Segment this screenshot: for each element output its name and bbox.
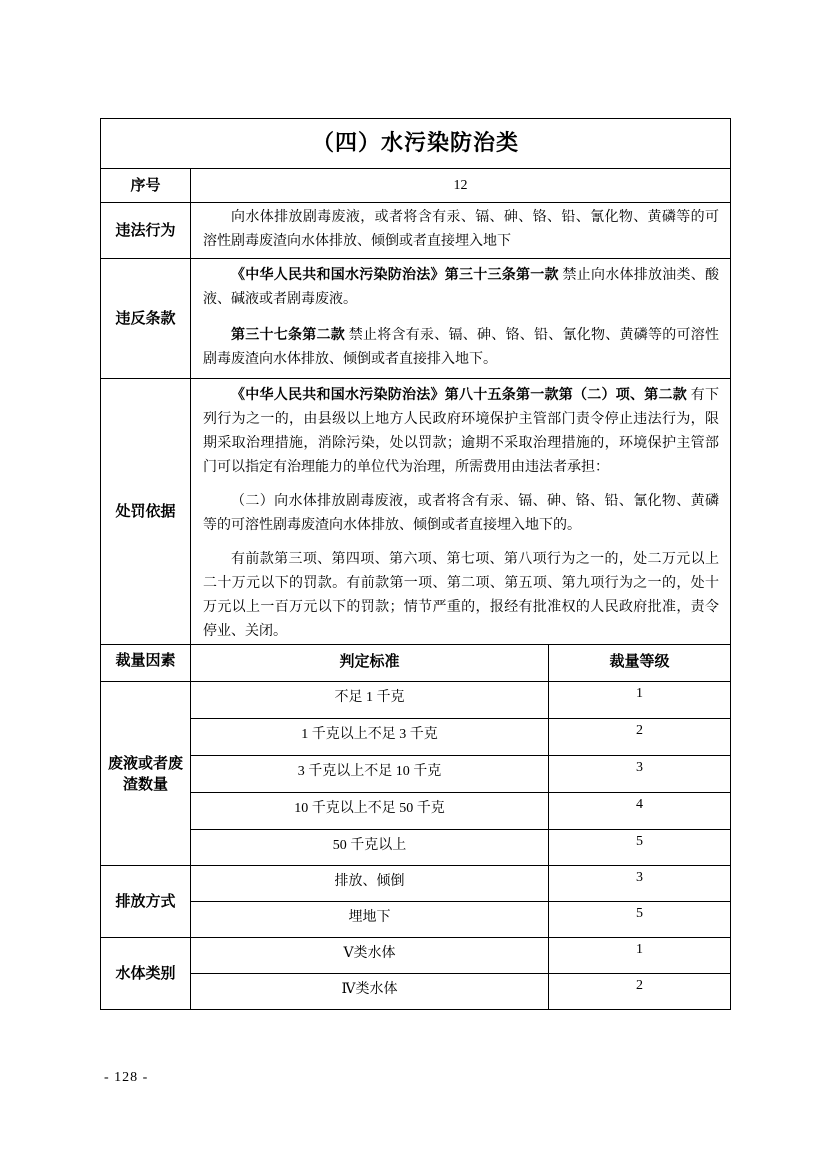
table-row bbox=[101, 719, 731, 756]
standard-cell: Ⅳ类水体 bbox=[191, 974, 549, 1010]
standard-cell: 不足 1 千克 bbox=[191, 682, 549, 719]
penalty-basis-label: 处罚依据 bbox=[101, 379, 191, 645]
level-cell: 1 bbox=[549, 682, 731, 719]
factor-water-body-label: 水体类别 bbox=[101, 938, 191, 1010]
illegal-act-cell bbox=[191, 203, 731, 259]
table-row bbox=[101, 938, 731, 974]
level-cell: 4 bbox=[549, 793, 731, 830]
level-cell: 1 bbox=[549, 938, 731, 974]
violated-clause-cell bbox=[191, 259, 731, 379]
serial-label: 序号 bbox=[101, 169, 191, 203]
standard-cell: Ⅴ类水体 bbox=[191, 938, 549, 974]
section-title: （四）水污染防治类 bbox=[101, 119, 731, 169]
standard-column-header: 判定标准 bbox=[191, 645, 549, 682]
serial-row bbox=[101, 169, 731, 203]
level-column-header: 裁量等级 bbox=[549, 645, 731, 682]
violated-clause-paragraph-1 bbox=[203, 262, 719, 312]
factor-quantity-label: 废液或者废渣数量 bbox=[101, 682, 191, 866]
level-cell: 5 bbox=[549, 902, 731, 938]
table-row bbox=[101, 793, 731, 830]
factor-discharge-method-label: 排放方式 bbox=[101, 866, 191, 938]
clause-text: 禁止向水体排放油类、酸液、碱液或者剧毒废液。 bbox=[203, 268, 720, 307]
standard-cell: 3 千克以上不足 10 千克 bbox=[191, 756, 549, 793]
standard-cell: 10 千克以上不足 50 千克 bbox=[191, 793, 549, 830]
penalty-basis-paragraph-3: 有前款第三项、第四项、第六项、第七项、第八项行为之一的，处二万元以上二十万元以下的罚款。有前款第一项、第二项、第五项、第九项行为之一的，处十万元以上一百万元以下的罚款；情节严重的，报经有批准权的人民政府批准，责令停业、关闭。 bbox=[203, 552, 720, 639]
penalty-basis-row bbox=[101, 379, 731, 645]
violated-clause-paragraph-2 bbox=[203, 322, 719, 372]
illegal-act-text: 向水体排放剧毒废液，或者将含有汞、镉、砷、铬、铅、氰化物、黄磷等的可溶性剧毒废渣向水体排放、倾倒或者直接埋入地下 bbox=[203, 210, 720, 249]
law-citation-bold: 《中华人民共和国水污染防治法》第三十三条第一款 bbox=[231, 266, 559, 282]
penalty-basis-paragraph-1 bbox=[203, 382, 719, 480]
criteria-header-row bbox=[101, 645, 731, 682]
law-citation-bold: 第三十七条第二款 bbox=[231, 326, 346, 342]
table-row bbox=[101, 866, 731, 902]
penalty-basis-cell bbox=[191, 379, 731, 645]
penalty-text: 有下列行为之一的，由县级以上地方人民政府环境保护主管部门责令停止违法行为，限期采取治理措施，消除污染，处以罚款；逾期不采取治理措施的，环境保护主管部门可以指定有治理能力的单位代为治理，所需费用由违法者承担： bbox=[203, 388, 720, 475]
serial-value: 12 bbox=[191, 169, 731, 203]
standard-cell: 埋地下 bbox=[191, 902, 549, 938]
law-citation-bold: 《中华人民共和国水污染防治法》第八十五条第一款第（二）项、第二款 bbox=[231, 386, 688, 402]
penalty-basis-paragraph-2: （二）向水体排放剧毒废液，或者将含有汞、镉、砷、铬、铅、氰化物、黄磷等的可溶性剧毒废渣向水体排放、倾倒或者直接埋入地下的。 bbox=[203, 494, 720, 533]
level-cell: 5 bbox=[549, 830, 731, 866]
table-row bbox=[101, 974, 731, 1010]
table-row bbox=[101, 902, 731, 938]
factor-column-header: 裁量因素 bbox=[101, 645, 191, 682]
violated-clause-row bbox=[101, 259, 731, 379]
standard-cell: 1 千克以上不足 3 千克 bbox=[191, 719, 549, 756]
table-row bbox=[101, 756, 731, 793]
table-row bbox=[101, 830, 731, 866]
level-cell: 3 bbox=[549, 866, 731, 902]
standard-cell: 50 千克以上 bbox=[191, 830, 549, 866]
violated-clause-label: 违反条款 bbox=[101, 259, 191, 379]
level-cell: 2 bbox=[549, 974, 731, 1010]
illegal-act-label: 违法行为 bbox=[101, 203, 191, 259]
clause-text: 禁止将含有汞、镉、砷、铬、铅、氰化物、黄磷等的可溶性剧毒废渣向水体排放、倾倒或者直接排入地下。 bbox=[203, 328, 720, 367]
level-cell: 2 bbox=[549, 719, 731, 756]
illegal-act-row bbox=[101, 203, 731, 259]
level-cell: 3 bbox=[549, 756, 731, 793]
table-row bbox=[101, 682, 731, 719]
title-row bbox=[101, 119, 731, 169]
standard-cell: 排放、倾倒 bbox=[191, 866, 549, 902]
page-number: - 128 - bbox=[104, 1070, 149, 1085]
regulation-table bbox=[100, 118, 731, 1010]
